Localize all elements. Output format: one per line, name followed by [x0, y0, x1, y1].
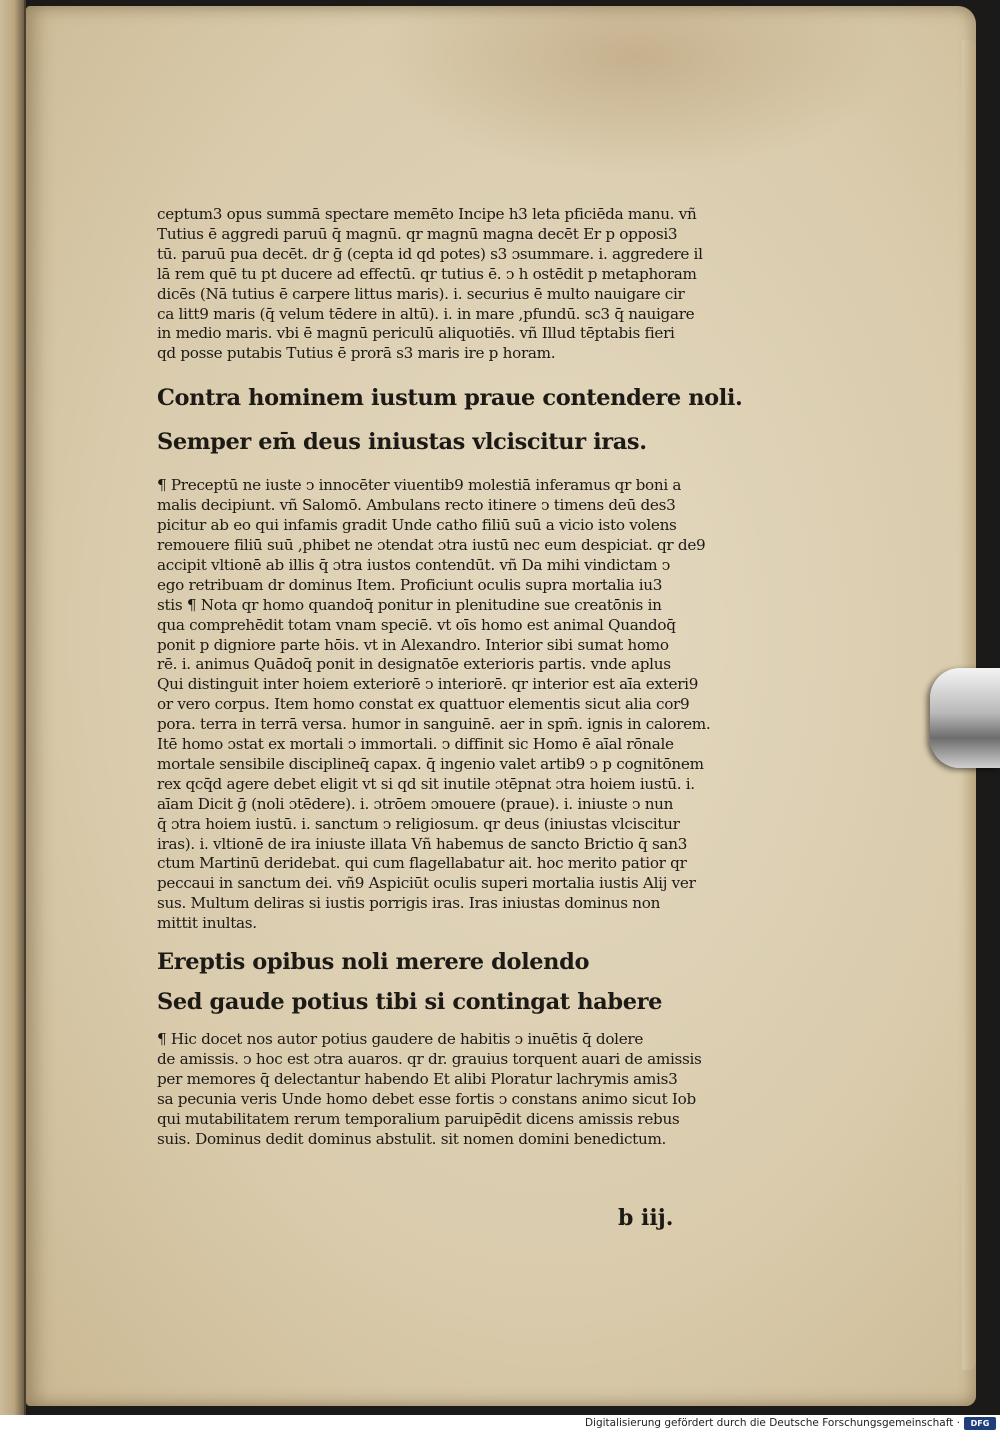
- text-block: [157, 205, 769, 1150]
- text-line: iras). i. vltionē de ira iniuste illata Vñ habemus de sancto Brictio q̄ san3: [157, 834, 688, 853]
- text-line: remouere filiū suū ,phibet ne ɔtendat ɔtra iustū nec eum despiciat. qr de9: [157, 535, 706, 554]
- text-line: malis decipiunt. vñ Salomō. Ambulans recto itinere ↄ timens deū des3: [157, 496, 676, 515]
- text-line: peccaui in sanctum dei. vñ9 Aspiciūt oculis superi mortalia iustis Alij ver: [157, 874, 696, 893]
- text-line: Qui distinguit inter hoiem exteriorē ↄ interiorē. qr interior est aīa exteri9: [157, 675, 699, 694]
- text-line: mittit inultas.: [157, 914, 257, 933]
- text-line: pora. terra in terrā versa. humor in sanguinē. aer in spm̄. ignis in calorem.: [157, 715, 711, 734]
- text-line: mortale sensibile disciplineq̄ capax. q̄ ingenio valet artib9 ↄ p cognitōnem: [157, 754, 704, 773]
- text-line: Tutius ē aggredi paruū q̄ magnū. qr magnū magna decēt Er p opposi3: [157, 224, 678, 243]
- text-line: lā rem quē tu pt ducere ad effectū. qr tutius ē. ↄ h ostēdit p metaphoram: [157, 264, 697, 283]
- text-line: dicēs (Nā tutius ē carpere littus maris). i. securius ē multo nauigare cir: [157, 284, 685, 303]
- text-line: sa pecunia veris Unde homo debet esse fortis ↄ constans animo sicut Iob: [157, 1089, 696, 1108]
- text-line: or vero corpus. Item homo constat ex quattuor elementis sicut alia cor9: [157, 695, 690, 714]
- footer-bar: [0, 1415, 1000, 1433]
- text-line: aīam Dicit ḡ (noli ɔtēdere). i. ɔtrōem ɔmouere (praue). i. iniuste ↄ nun: [157, 794, 674, 813]
- text-line: q̄ ɔtra hoiem iustū. i. sanctum ↄ religiosum. qr deus (iniustas vlciscitur: [157, 814, 680, 833]
- text-line: in medio maris. vbi ē magnū periculū aliquotiēs. vñ Illud tēptabis fieri: [157, 324, 675, 343]
- page-clip: [930, 668, 1000, 768]
- text-line: tū. paruū pua decēt. dr ḡ (cepta id qd potes) s3 ɔsummare. i. aggredere il: [157, 244, 703, 263]
- dfg-logo: DFG: [964, 1417, 996, 1430]
- text-line: qui mutabilitatem rerum temporalium paruipēdit dicens amissis rebus: [157, 1109, 680, 1128]
- text-line: sus. Multum deliras si iustis porrigis iras. Iras iniustas dominus non: [157, 894, 661, 913]
- text-line: ctum Martinū deridebat. qui cum flagellabatur ait. hoc merito patior qr: [157, 854, 687, 873]
- verse-line: Semper em̄ deus iniustas vlciscitur iras.: [157, 429, 647, 456]
- text-line: ca litt9 maris (q̄ velum tēdere in altū). i. in mare ,pfundū. sc3 q̄ nauigare: [157, 304, 695, 323]
- commentary-paragraph: [157, 476, 769, 934]
- text-line: de amissis. ↄ hoc est ɔtra auaros. qr dr. grauius torquent auari de amissis: [157, 1050, 702, 1068]
- text-line: rex qcq̄d agere debet eligit vt si qd sit inutile ɔtēpnat ɔtra hoiem iustū. i.: [157, 774, 695, 793]
- text-line: accipit vltionē ab illis q̄ ɔtra iustos contendūt. vñ Da mihi vindictam ↄ: [157, 555, 670, 574]
- funding-credit: Digitalisierung gefördert durch die Deutsche Forschungsgemeinschaft ·: [584, 1417, 960, 1429]
- text-line: ¶ Hic docet nos autor potius gaudere de habitis ↄ inuētis q̄ dolere: [157, 1030, 644, 1049]
- text-line: Itē homo ɔstat ex mortali ↄ immortali. ↄ diffinit sic Homo ē aīal rōnale: [157, 735, 674, 754]
- text-line: qua comprehēdit totam vnam speciē. vt oīs homo est animal Quandoq̄: [157, 615, 676, 634]
- commentary-paragraph: [157, 1030, 769, 1149]
- text-line: stis ¶ Nota qr homo quandoq̄ ponitur in plenitudine sue creatōnis in: [157, 595, 662, 614]
- text-line: suis. Dominus dedit dominus abstulit. sit nomen domini benedictum.: [157, 1129, 667, 1148]
- left-page-edge: [0, 0, 26, 1415]
- commentary-paragraph: [157, 205, 769, 364]
- text-line: per memores q̄ delectantur habendo Et alibi Ploratur lachrymis amis3: [157, 1069, 678, 1088]
- text-line: picitur ab eo qui infamis gradit Unde catho filiū suū a vicio isto volens: [157, 516, 677, 535]
- text-line: qd posse putabis Tutius ē prorā s3 maris ire p horam.: [157, 344, 556, 363]
- text-line: ¶ Preceptū ne iuste ↄ innocēter viuentib9 molestiā inferamus qr boni a: [157, 476, 682, 495]
- water-stain: [376, 6, 896, 176]
- text-line: rē. i. animus Quādoq̄ ponit in designatōe exterioris partis. vnde aplus: [157, 655, 671, 674]
- text-line: ceptum3 opus summā spectare memēto Incipe h3 leta pficiēda manu. vñ: [157, 205, 697, 223]
- signature-mark: b iij.: [618, 1205, 674, 1231]
- verse-line: Contra hominem iustum praue contendere noli.: [157, 385, 743, 412]
- text-line: ponit p digniore parte hōis. vt in Alexandro. Interior sibi sumat homo: [157, 635, 669, 654]
- text-line: ego retribuam dr dominus Item. Proficiunt oculis supra mortalia iu3: [157, 575, 663, 594]
- verse-line: Sed gaude potius tibi si contingat habere: [157, 989, 662, 1016]
- verse-line: Ereptis opibus noli merere dolendo: [157, 949, 590, 976]
